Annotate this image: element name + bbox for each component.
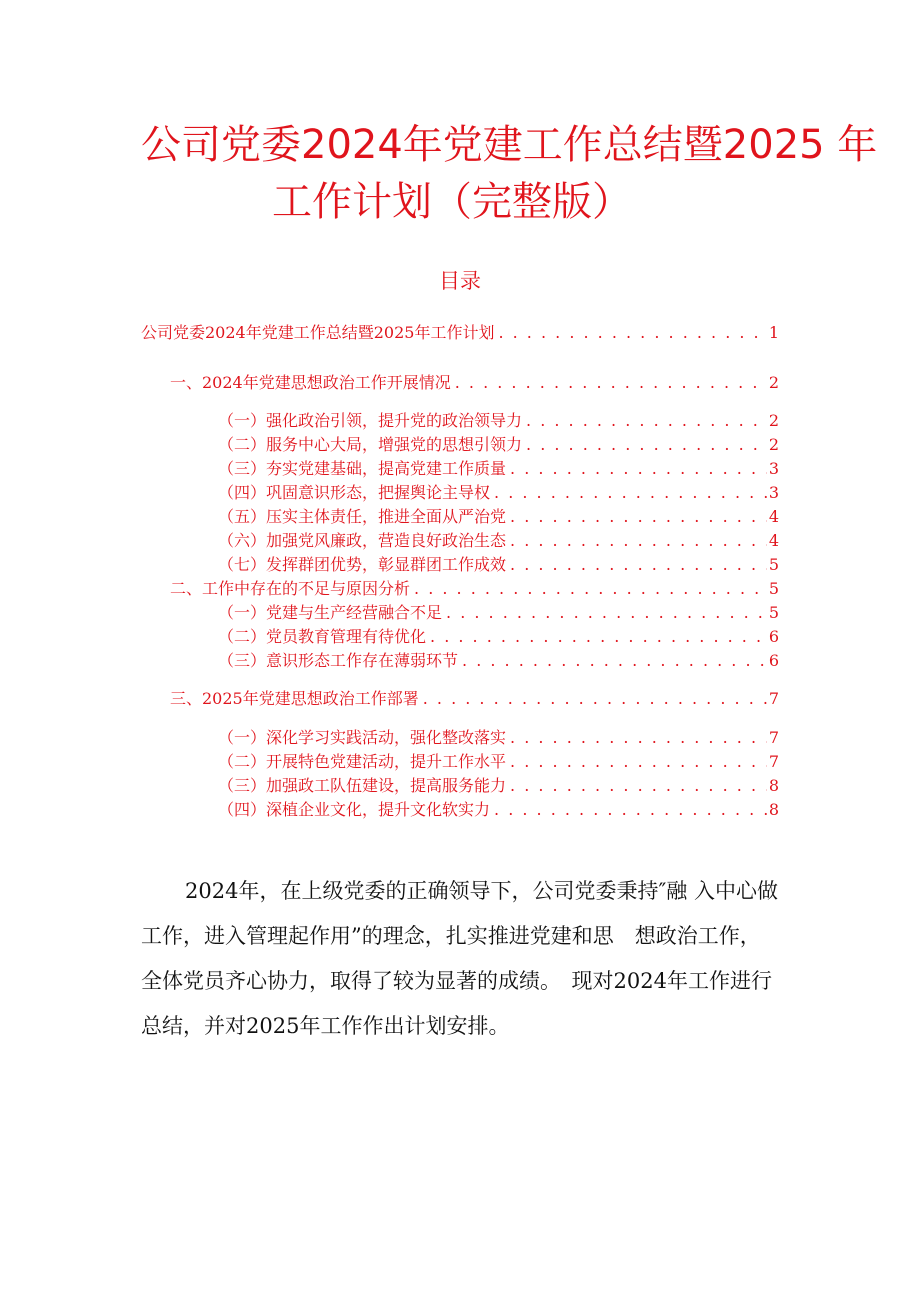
toc-entry[interactable] xyxy=(141,322,779,344)
toc-leader-dots xyxy=(498,322,766,344)
toc-entry-text: （一）深化学习实践活动，强化整改落实 xyxy=(218,728,507,747)
toc-leader-dots xyxy=(423,688,767,710)
document-title-line-1: 公司党委2024年党建工作总结暨2025 年 xyxy=(141,122,878,168)
toc-entry[interactable] xyxy=(218,482,779,504)
toc-entry-text: 公司党委2024年党建工作总结暨2025年工作计划 xyxy=(141,323,495,342)
toc-entry[interactable] xyxy=(218,410,779,432)
toc-entry-text: 三、2025年党建思想政治工作部署 xyxy=(170,689,419,708)
toc-entry-text: （二）服务中心大局，增强党的思想引领力 xyxy=(218,435,523,454)
toc-leader-dots xyxy=(510,751,767,773)
toc-entry-text: （五）压实主体责任，推进全面从严治党 xyxy=(218,507,507,526)
toc-leader-dots xyxy=(510,458,767,480)
body-line: 总结，并对2025年工作作出计划安排。 xyxy=(141,1014,510,1038)
toc-leader-dots xyxy=(455,372,767,394)
toc-heading: 目录 xyxy=(439,269,481,293)
toc-entry-text: （二）党员教育管理有待优化 xyxy=(218,627,427,646)
toc-entry[interactable] xyxy=(218,626,779,648)
toc-leader-dots xyxy=(430,626,767,648)
toc-entry-text: （六）加强党风廉政，营造良好政治生态 xyxy=(218,531,507,550)
toc-entry-text: （三）意识形态工作存在薄弱环节 xyxy=(218,651,459,670)
toc-page-number: 6 xyxy=(768,627,779,646)
toc-page-number: 3 xyxy=(768,459,779,478)
toc-leader-dots xyxy=(510,727,767,749)
toc-entry[interactable] xyxy=(218,775,779,797)
document-title-line-2: 工作计划（完整版） xyxy=(272,179,632,225)
toc-entry[interactable] xyxy=(170,688,779,710)
toc-page-number: 5 xyxy=(768,579,779,598)
toc-leader-dots xyxy=(462,650,767,672)
toc-entry[interactable] xyxy=(218,799,779,821)
toc-page-number: 5 xyxy=(768,555,779,574)
toc-leader-dots xyxy=(510,506,767,528)
toc-entry-text: （三）夯实党建基础，提高党建工作质量 xyxy=(218,459,507,478)
toc-entry-text: （七）发挥群团优势，彰显群团工作成效 xyxy=(218,555,507,574)
body-line: 2024年，在上级党委的正确领导下，公司党委秉持″融 入中心做 xyxy=(185,879,778,903)
toc-entry-text: （一）党建与生产经营融合不足 xyxy=(218,603,443,622)
toc-page-number: 7 xyxy=(768,689,779,708)
toc-entry[interactable] xyxy=(218,434,779,456)
toc-leader-dots xyxy=(414,578,767,600)
toc-entry-text: （二）开展特色党建活动，提升工作水平 xyxy=(218,752,507,771)
toc-page-number: 5 xyxy=(768,603,779,622)
toc-leader-dots xyxy=(526,410,767,432)
toc-entry[interactable] xyxy=(218,458,779,480)
toc-entry[interactable] xyxy=(218,650,779,672)
toc-leader-dots xyxy=(510,530,767,552)
toc-page-number: 2 xyxy=(768,435,779,454)
toc-page-number: 4 xyxy=(768,531,779,550)
toc-entry[interactable] xyxy=(218,751,779,773)
toc-entry-text: （四）深植企业文化，提升文化软实力 xyxy=(218,800,491,819)
body-line: 全体党员齐心协力，取得了较为显著的成绩。 现对2024年工作进行 xyxy=(141,969,772,993)
toc-page-number: 2 xyxy=(768,411,779,430)
toc-page-number: 1 xyxy=(768,323,779,342)
body-paragraph xyxy=(141,869,783,1049)
toc-leader-dots xyxy=(494,482,767,504)
toc-leader-dots xyxy=(526,434,767,456)
toc-page-number: 7 xyxy=(768,728,779,747)
toc-page-number: 2 xyxy=(768,373,779,392)
toc-entry[interactable] xyxy=(218,602,779,624)
toc-entry-text: （四）巩固意识形态，把握舆论主导权 xyxy=(218,483,491,502)
toc-entry-text: 一、2024年党建思想政治工作开展情况 xyxy=(170,373,451,392)
toc-entry-text: 二、工作中存在的不足与原因分析 xyxy=(170,579,411,598)
toc-page-number: 7 xyxy=(768,752,779,771)
toc-page-number: 8 xyxy=(768,800,779,819)
toc-leader-dots xyxy=(446,602,767,624)
toc-entry-text: （一）强化政治引领，提升党的政治领导力 xyxy=(218,411,523,430)
toc-leader-dots xyxy=(494,799,767,821)
toc-entry[interactable] xyxy=(218,554,779,576)
body-line: 工作，进入管理起作用”的理念，扎实推进党建和思 想政治工作， xyxy=(141,924,761,948)
toc-page-number: 3 xyxy=(768,483,779,502)
toc-entry[interactable] xyxy=(218,727,779,749)
toc-entry-text: （三）加强政工队伍建设，提高服务能力 xyxy=(218,776,507,795)
toc-entry[interactable] xyxy=(170,372,779,394)
toc-page-number: 4 xyxy=(768,507,779,526)
toc-leader-dots xyxy=(510,775,767,797)
toc-page-number: 6 xyxy=(768,651,779,670)
toc-leader-dots xyxy=(510,554,767,576)
toc-entry[interactable] xyxy=(170,578,779,600)
toc-page-number: 8 xyxy=(768,776,779,795)
toc-entry[interactable] xyxy=(218,506,779,528)
toc-entry[interactable] xyxy=(218,530,779,552)
